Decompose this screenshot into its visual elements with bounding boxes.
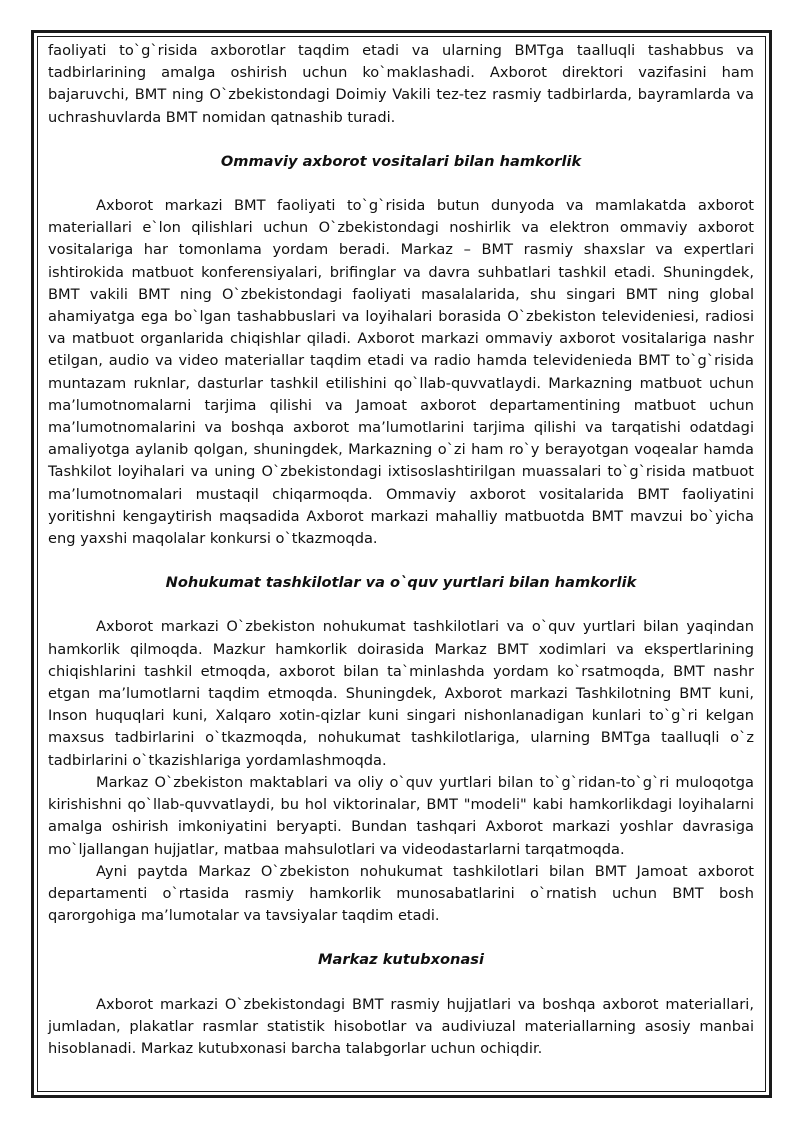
paragraph-library: Axborot markazi O`zbekistondagi BMT rasmiy hujjatlari va boshqa axborot materiallari, jumladan, plakatlar rasmlar statistik hisobotlar va audiviuzal materiallarning asosiy manbai hisoblanadi. Markaz kutubxonasi barcha talabgorlar uchun ochiqdir. bbox=[48, 995, 754, 1057]
paragraph-media: Axborot markazi BMT faoliyati to`g`risida butun dunyoda va mamlakatda axborot materiallari e`lon qilishlari uchun O`zbekistondagi noshirlik va elektron ommaviy axborot vositalariga har tomonlama yordam beradi. Markaz – BMT rasmiy shaxslar va expertlari ishtirokida matbuot konferensiyalari, brifinglar va davra suhbatlari tashkil etadi. Shuningdek, BMT vakili BMT ning O`zbekistondagi faoliyati masalalarida, shu singari BMT ning global ahamiyatga ega bo`lgan tashabbuslari va loyihalari borasida O`zbekiston televideniesi, radiosi va matbuot organlarida chiqishlar qiladi. Axborot markazi ommaviy axborot vositalariga nashr etilgan, audio va video materiallar taqdim etadi va radio hamda televidenieda BMT to`g`risida muntazam ruknlar, dasturlar tashkil etilishini qo`llab-quvvatlaydi. Markazning matbuot uchun ma’lumotnomalarni tarjima qilishi va Jamoat axborot departamentining matbuot uchun ma’lumotnomalarini va boshqa axborot ma’lumotlarini tarjima qilishi va tarqatishi odatdagi amaliyotga aylanib qolgan, shuningdek, Markazning o`zi ham ro`y berayotgan voqealar hamda Tashkilot loyihalari va uning O`zbekistondagi ixtisoslashtirilgan muassalari to`g`risida matbuot ma’lumotnomalari mustaqil chiqarmoqda. Ommaviy axborot vositalarida BMT faoliyatini yoritishni kengaytirish maqsadida Axborot markazi mahalliy matbuotda BMT mavzui bo`yicha eng yaxshi maqolalar konkursi o`tkazmoqda. bbox=[48, 197, 754, 548]
document-body bbox=[48, 40, 754, 1060]
section-heading-library: Markaz kutubxonasi bbox=[318, 951, 484, 969]
paragraph-ngo-1: Axborot markazi O`zbekiston nohukumat tashkilotlari va o`quv yurtlari bilan yaqindan hamkorlik qilmoqda. Mazkur hamkorlik doirasida Markaz BMT xodimlari va ekspertlarining chiqishlarini tashkil etmoqda, axborot bilan ta`minlashda yordam ko`rsatmoqda, BMT nashr etgan ma’lumotlarni taqdim etmoqda. Shuningdek, Axborot markazi Tashkilotning BMT kuni, Inson huquqlari kuni, Xalqaro xotin-qizlar kuni singari nishonlanadigan kunlari to`g`ri kelgan maxsus tadbirlarini o`tkazmoqda, nohukumat tashkilotlariga, ularning BMTga taalluqli o`z tadbirlarini o`tkazishlariga yordamlashmoqda. bbox=[48, 618, 754, 769]
section-heading-ngo: Nohukumat tashkilotlar va o`quv yurtlari bilan hamkorlik bbox=[165, 574, 637, 592]
paragraph-ngo-3: Ayni paytda Markaz O`zbekiston nohukumat tashkilotlari bilan BMT Jamoat axborot departamenti o`rtasida rasmiy hamkorlik munosabatlarini o`rnatish uchun BMT bosh qarorgohiga ma’lumotalar va tavsiyalar taqdim etadi. bbox=[48, 862, 754, 925]
paragraph-intro: faoliyati to`g`risida axborotlar taqdim etadi va ularning BMTga taalluqli tashabbus va tadbirlarining amalga oshirish uchun ko`maklashadi. Axborot direktori vazifasini ham bajaruvchi, BMT ning O`zbekistondagi Doimiy Vakili tez-tez rasmiy tadbirlarda, bayramlarda va uchrashuvlarda BMT nomidan qatnashib turadi. bbox=[48, 42, 754, 126]
section-heading-media: Ommaviy axborot vositalari bilan hamkorlik bbox=[220, 152, 582, 170]
paragraph-ngo-2: Markaz O`zbekiston maktablari va oliy o`quv yurtlari bilan to`g`ridan-to`g`ri muloqotga kirishishni qo`llab-quvvatlaydi, bu hol viktorinalar, BMT "modeli" kabi hamkorlikdagi loyihalarni amalga oshirish imkoniyatini beryapti. Bundan tashqari Axborot markazi yoshlar davrasiga mo`ljallangan hujjatlar, matbaa mahsulotlari va videodastarlarni tarqatmoqda. bbox=[48, 773, 754, 858]
